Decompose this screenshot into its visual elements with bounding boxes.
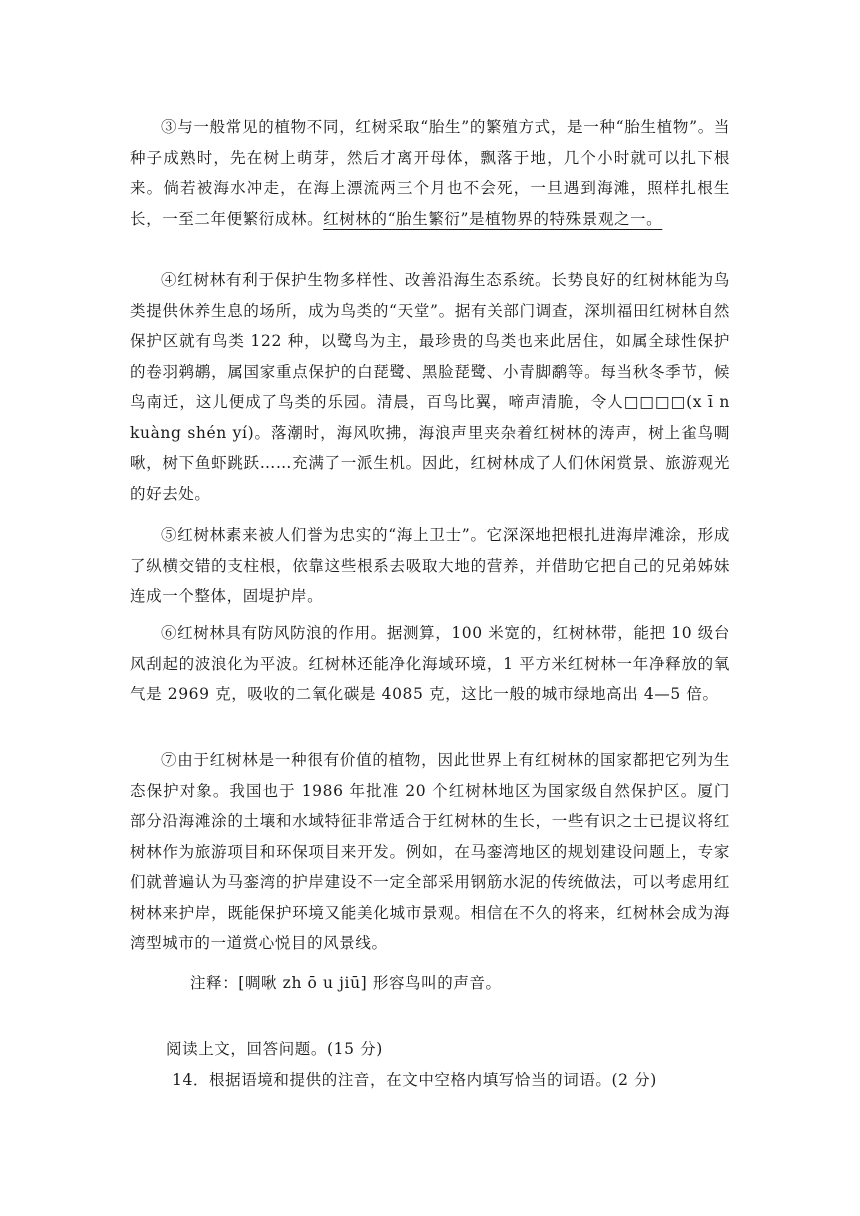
paragraph-3-text: ③与一般常见的植物不同，红树采取“胎生”的繁殖方式，是一种“胎生植物”。当种子成熟时，先在树上萌芽，然后才离开母体，飘落于地，几个小时就可以扎下根来。倘若被海水冲走，在海上漂流两三个月也不会死，一旦遇到海滩，照样扎根生长，一至二年便繁衍成林。	[130, 118, 730, 228]
paragraph-3-underlined-sentence: 红树林的“胎生繁衍”是植物界的特殊景观之一。	[323, 209, 663, 228]
paragraph-6: ⑥红树林具有防风防浪的作用。据测算，100 米宽的，红树林带，能把 10 级台风刮起的波浪化为平波。红树林还能净化海域环境，1 平方米红树林一年净释放的氧气是 2969 克，吸收的二氧化碳是 4085 克，这比一般的城市绿地高出 4—5 倍。	[130, 624, 730, 703]
questions-intro: 阅读上文，回答问题。(15 分)	[166, 1040, 383, 1058]
paragraph-5: ⑤红树林素来被人们誉为忠实的“海上卫士”。它深深地把根扎进海岸滩涂，形成了纵横交错的支柱根，依靠这些根系去吸取大地的营养，并借助它把自己的兄弟姊妹连成一个整体，固堤护岸。	[130, 526, 730, 605]
question-14: 14．根据语境和提供的注音，在文中空格内填写恰当的词语。(2 分)	[172, 1071, 657, 1089]
annotation-note: 注释：[啁啾 zh ō u jiū] 形容鸟叫的声音。	[190, 974, 502, 992]
paragraph-3	[130, 112, 730, 234]
paragraph-4: ④红树林有利于保护生物多样性、改善沿海生态系统。长势良好的红树林能为鸟类提供休养生息的场所，成为鸟类的“天堂”。据有关部门调查，深圳福田红树林自然保护区就有鸟类 122 种，以鹭鸟为主，最珍贵的鸟类也来此居住，如属全球性保护的卷羽鹈鹕，属国家重点保护的白琵鹭、黑脸琵鹭、小青脚鹬等。每当秋冬季节，候鸟南迁，这儿便成了鸟类的乐园。清晨，百鸟比翼，啼声清脆，令人□□□□(x ī n kuàng shén yí)。落潮时，海风吹拂，海浪声里夹杂着红树林的涛声，树上雀鸟啁啾，树下鱼虾跳跃……充满了一派生机。因此，红树林成了人们休闲赏景、旅游观光的好去处。	[130, 271, 730, 503]
paragraph-7: ⑦由于红树林是一种很有价值的植物，因此世界上有红树林的国家都把它列为生态保护对象。我国也于 1986 年批准 20 个红树林地区为国家级自然保护区。厦门部分沿海滩涂的土壤和水域特征非常适合于红树林的生长，一些有识之士已提议将红树林作为旅游项目和环保项目来开发。例如，在马銮湾地区的规划建设问题上，专家们就普遍认为马銮湾的护岸建设不一定全部采用钢筋水泥的传统做法，可以考虑用红树林来护岸，既能保护环境又能美化城市景观。相信在不久的将来，红树林会成为海湾型城市的一道赏心悦目的风景线。	[130, 751, 730, 952]
